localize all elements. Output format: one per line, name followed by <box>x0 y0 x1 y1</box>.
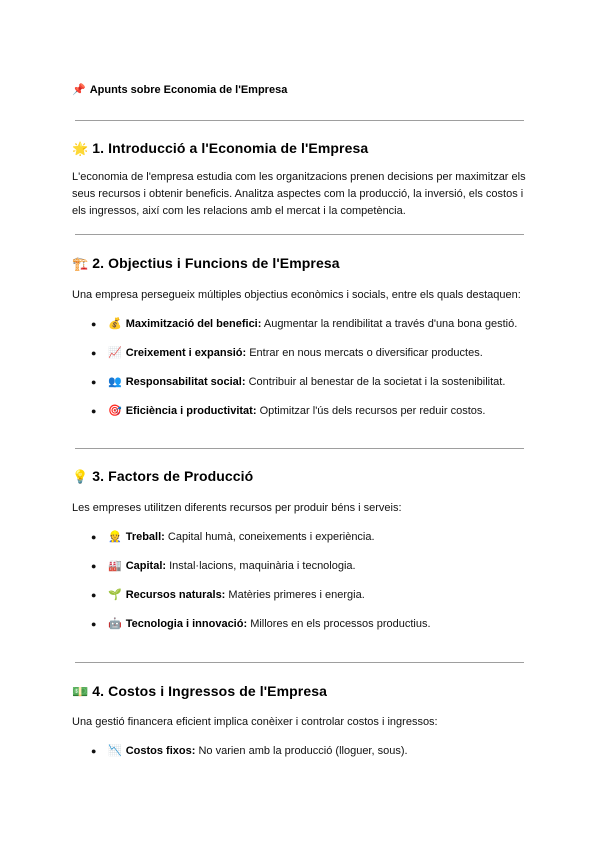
section-heading <box>72 467 532 487</box>
bullet-icon: ● <box>91 406 97 416</box>
pushpin-icon: 📌 <box>72 83 86 96</box>
section-intro: Una empresa persegueix múltiples objectius econòmics i socials, entre els quals destaquen: <box>72 289 521 301</box>
worker-icon: 👷 <box>108 530 122 543</box>
item-label: Costos fixos: <box>125 745 196 757</box>
money-bag-icon: 💰 <box>108 317 122 330</box>
item-label: Creixement i expansió: <box>125 347 247 359</box>
item-text: Millores en els processos productius. <box>250 618 431 630</box>
light-bulb-icon: 💡 <box>72 470 89 485</box>
robot-icon: 🤖 <box>108 617 122 630</box>
item-text: Capital humà, coneixements i experiència. <box>167 531 375 543</box>
item-label: Responsabilitat social: <box>125 376 246 388</box>
item-label: Tecnologia i innovació: <box>125 618 248 630</box>
section-intro: Les empreses utilitzen diferents recursos per produir béns i serveis: <box>72 502 402 514</box>
item-text: Instal·lacions, maquinària i tecnologia. <box>169 560 356 572</box>
section-heading-text: 2. Objectius i Funcions de l'Empresa <box>92 255 340 271</box>
section-heading <box>72 254 532 274</box>
section-intro: Una gestió financera eficient implica conèixer i controlar costos i ingressos: <box>72 716 438 728</box>
star-icon: 🌟 <box>72 142 89 157</box>
item-text: Matèries primeres i energia. <box>228 589 365 601</box>
section-introduccio <box>72 139 532 220</box>
construction-crane-icon: 🏗️ <box>72 257 89 272</box>
item-label: Treball: <box>125 531 165 543</box>
list-item <box>72 588 532 617</box>
dollar-banknote-icon: 💵 <box>72 685 89 700</box>
item-text: Entrar en nous mercats o diversificar productes. <box>249 347 483 359</box>
list-item <box>72 559 532 588</box>
list-item <box>72 375 532 404</box>
list-item <box>72 530 532 559</box>
document-title-text: Apunts sobre Economia de l'Empresa <box>89 84 288 96</box>
item-text: Optimitzar l'ús dels recursos per reduir costos. <box>259 405 486 417</box>
target-icon: 🎯 <box>108 404 122 417</box>
seedling-icon: 🌱 <box>108 588 122 601</box>
item-text: No varien amb la producció (lloguer, sous). <box>198 745 408 757</box>
section-factors <box>72 467 532 646</box>
divider-4 <box>75 662 524 663</box>
section-heading <box>72 682 532 702</box>
divider-3 <box>75 448 524 449</box>
item-label: Capital: <box>125 560 167 572</box>
list-item <box>72 404 532 433</box>
costs-list <box>72 744 532 773</box>
item-text: Augmentar la rendibilitat a través d'una bona gestió. <box>263 318 518 330</box>
section-heading-text: 4. Costos i Ingressos de l'Empresa <box>92 683 327 699</box>
list-item <box>72 617 532 646</box>
bullet-icon: ● <box>91 348 97 358</box>
bullet-icon: ● <box>91 746 97 756</box>
list-item <box>72 744 532 773</box>
chart-increasing-icon: 📈 <box>108 346 122 359</box>
factors-list <box>72 530 532 646</box>
divider-1 <box>75 120 524 121</box>
factory-icon: 🏭 <box>108 559 122 572</box>
bullet-icon: ● <box>91 319 97 329</box>
bullet-icon: ● <box>91 619 97 629</box>
section-intro: L'economia de l'empresa estudia com les organitzacions prenen decisions per maximitzar els seus recursos i obtenir beneficis. Analitza aspectes com la producció, la inversió, els costos i els ingressos, així com les relacions amb el mercat i la competència. <box>72 171 526 217</box>
bullet-icon: ● <box>91 532 97 542</box>
item-label: Maximització del benefici: <box>125 318 262 330</box>
objectives-list <box>72 317 532 433</box>
item-label: Recursos naturals: <box>125 589 226 601</box>
section-heading-text: 3. Factors de Producció <box>92 468 254 484</box>
document-title <box>72 83 287 97</box>
section-costos <box>72 682 532 773</box>
chart-decreasing-icon: 📉 <box>108 744 122 757</box>
section-heading-text: 1. Introducció a l'Economia de l'Empresa <box>92 140 369 156</box>
list-item <box>72 317 532 346</box>
bullet-icon: ● <box>91 377 97 387</box>
bullet-icon: ● <box>91 561 97 571</box>
divider-2 <box>75 234 524 235</box>
bullet-icon: ● <box>91 590 97 600</box>
section-objectius <box>72 254 532 433</box>
list-item <box>72 346 532 375</box>
people-icon: 👥 <box>108 375 122 388</box>
item-label: Eficiència i productivitat: <box>125 405 257 417</box>
section-heading <box>72 139 532 159</box>
item-text: Contribuir al benestar de la societat i la sostenibilitat. <box>248 376 506 388</box>
